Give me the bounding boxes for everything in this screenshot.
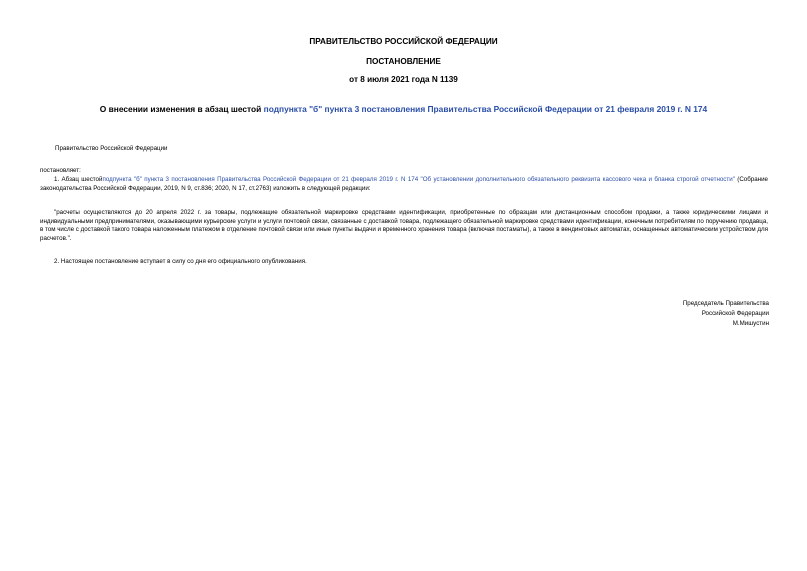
- paragraph-1-prefix: 1. Абзац шестой: [54, 176, 103, 183]
- document-type-heading: ПОСТАНОВЛЕНИЕ: [366, 57, 441, 66]
- signature-name: М.Мишустин: [732, 320, 769, 327]
- signature-block: [683, 299, 769, 329]
- document-title: [0, 104, 807, 114]
- signature-organization: Российской Федерации: [701, 310, 769, 317]
- paragraph-2: 2. Настоящее постановление вступает в силу со дня его официального опубликования.: [54, 258, 307, 265]
- document-title-link[interactable]: подпункта "б" пункта 3 постановления Правительства Российской Федерации от 21 февраля 2019 г. N 174: [263, 104, 708, 114]
- document-title-prefix: О внесении изменения в абзац шестой: [99, 104, 264, 114]
- quoted-amendment-text: "расчеты осуществляются до 20 апреля 2022 г. за товары, подлежащие обязательной маркировке средствами идентификации, приобретенные по образцам или дистанционным способом продажи, а также юридическими лицами и индивидуальными предпринимателями, оказывающими курьерские услуги и услуги почтовой связи, связанные с доставкой товара, подлежащего обязательной маркировке средствами идентификации, конечным потребителям по поручению продавца, в том числе с доставкой такого товара наложенным платежом в отделение почтовой связи или иные пункты выдачи и временного хранения товара (включая постаматы), а также в вендинговых автоматах, оснащенных автоматическим устройством для расчетов.".: [40, 209, 768, 242]
- government-heading: ПРАВИТЕЛЬСТВО РОССИЙСКОЙ ФЕДЕРАЦИИ: [309, 37, 498, 46]
- issuer-line: Правительство Российской Федерации: [55, 145, 168, 152]
- signature-title: Председатель Правительства: [682, 300, 769, 307]
- paragraph-1-link[interactable]: подпункта "б" пункта 3 постановления Правительства Российской Федерации от 21 февраля 2019 г. N 174 "Об установлении дополнительного обязательного реквизита кассового чека и бланка строгой отчетности": [102, 176, 735, 183]
- paragraph-1: [40, 176, 768, 193]
- paragraph-1-suffix: (Собрание законодательства Российской Федерации, 2019, N 9, ст.836; 2020, N 17, ст.2763) изложить в следующей редакции:: [40, 176, 768, 192]
- decree-line: постановляет:: [40, 167, 81, 174]
- date-number-heading: от 8 июля 2021 года N 1139: [349, 75, 458, 84]
